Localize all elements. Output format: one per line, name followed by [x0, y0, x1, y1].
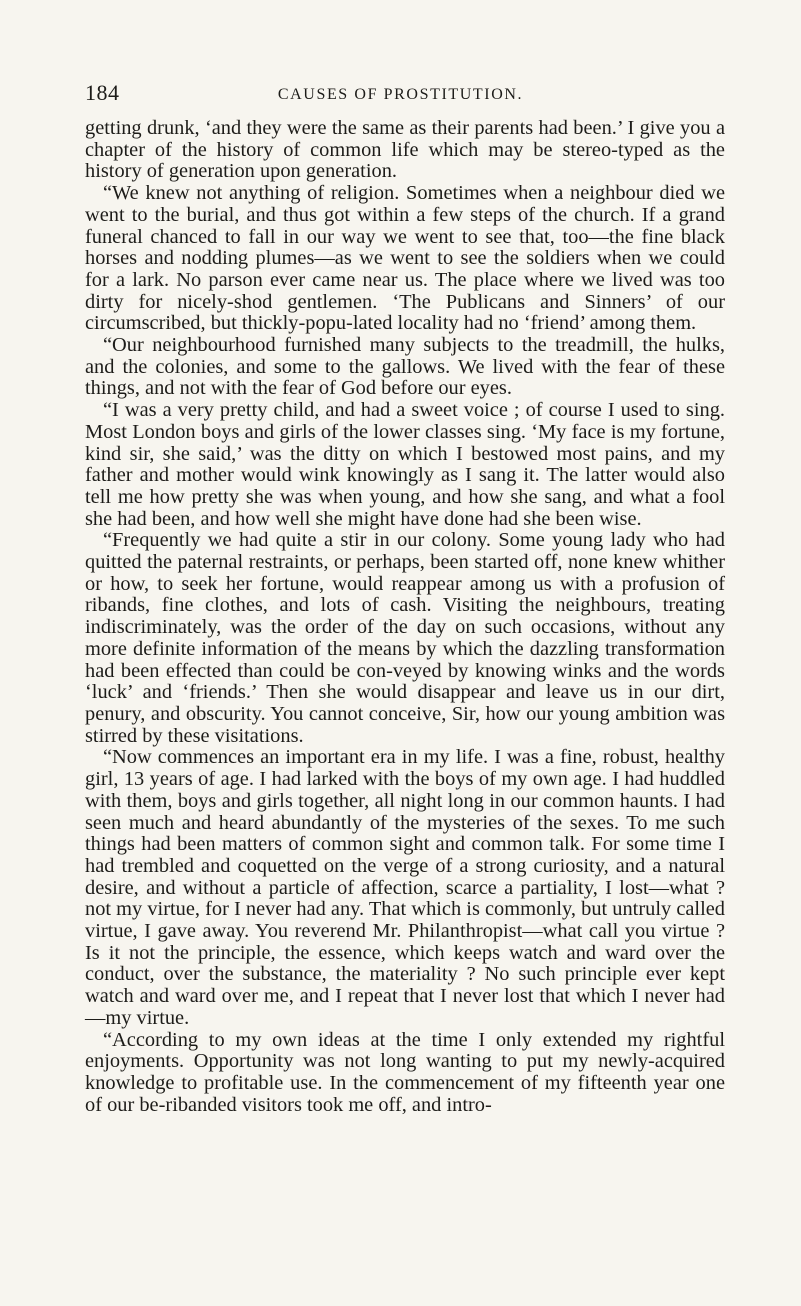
running-head: CAUSES OF PROSTITUTION.: [277, 86, 524, 103]
paragraph-6: “Now commences an important era in my life. I was a fine, robust, healthy girl, 13 years of age. I had larked with the boys of my own age. I had huddled with them, boys and girls together, all night long in our common haunts. I had seen much and heard abundantly of the mysteries of the sexes. To me such things had been matters of common sight and common talk. For some time I had trembled and coquetted on the verge of a strong curiosity, and a natural desire, and without a particle of affection, scarce a partiality, I lost—what ? not my virtue, for I never had any. That which is commonly, but untruly called virtue, I gave away. You reverend Mr. Philanthropist—what call you virtue ? Is it not the principle, the essence, which keeps watch and ward over the conduct, over the substance, the materiality ? No such principle ever kept watch and ward over me, and I repeat that I never lost that which I never had—my virtue.: [85, 746, 725, 1029]
paragraph-3: “Our neighbourhood furnished many subjects to the treadmill, the hulks, and the colonies, and some to the gallows. We lived with the fear of these things, and not with the fear of God before our eyes.: [85, 334, 725, 400]
body-text: [85, 118, 725, 1116]
paragraph-7: “According to my own ideas at the time I only extended my rightful enjoyments. Opportunity was not long wanting to put my newly-acquired knowledge to profitable use. In the commencement of my fifteenth year one of our be-ribanded visitors took me off, and intro-: [85, 1028, 725, 1116]
page-number: 184: [85, 80, 120, 105]
paragraph-4: “I was a very pretty child, and had a sweet voice ; of course I used to sing. Most London boys and girls of the lower classes sing. ‘My face is my fortune, kind sir, she said,’ was the ditty on which I bestowed most pains, and my father and mother would wink knowingly as I sang it. The latter would also tell me how pretty she was when young, and how she sang, and what a fool she had been, and how well she might have done had she been wise.: [85, 399, 725, 530]
paragraph-5: “Frequently we had quite a stir in our colony. Some young lady who had quitted the paternal restraints, or perhaps, been started off, none knew whither or how, to seek her fortune, would reappear among us with a profusion of ribands, fine clothes, and lots of cash. Visiting the neighbours, treating indiscriminately, was the order of the day on such occasions, without any more definite information of the means by which the dazzling transformation had been effected than could be con-veyed by knowing winks and the words ‘luck’ and ‘friends.’ Then she would disappear and leave us in our dirt, penury, and obscurity. You cannot conceive, Sir, how our young ambition was stirred by these visitations.: [85, 529, 725, 747]
paragraph-1: getting drunk, ‘and they were the same as their parents had been.’ I give you a chapter of the history of common life which may be stereo-typed as the history of generation upon generation.: [85, 117, 725, 183]
page-header: [0, 80, 801, 110]
paragraph-2: “We knew not anything of religion. Sometimes when a neighbour died we went to the burial, and thus got within a few steps of the church. If a grand funeral chanced to fall in our way we went to see that, too—the fine black horses and nodding plumes—as we went to see the soldiers when we could for a lark. No parson ever came near us. The place where we lived was too dirty for nicely-shod gentlemen. ‘The Publicans and Sinners’ of our circumscribed, but thickly-popu-lated locality had no ‘friend’ among them.: [85, 182, 725, 335]
